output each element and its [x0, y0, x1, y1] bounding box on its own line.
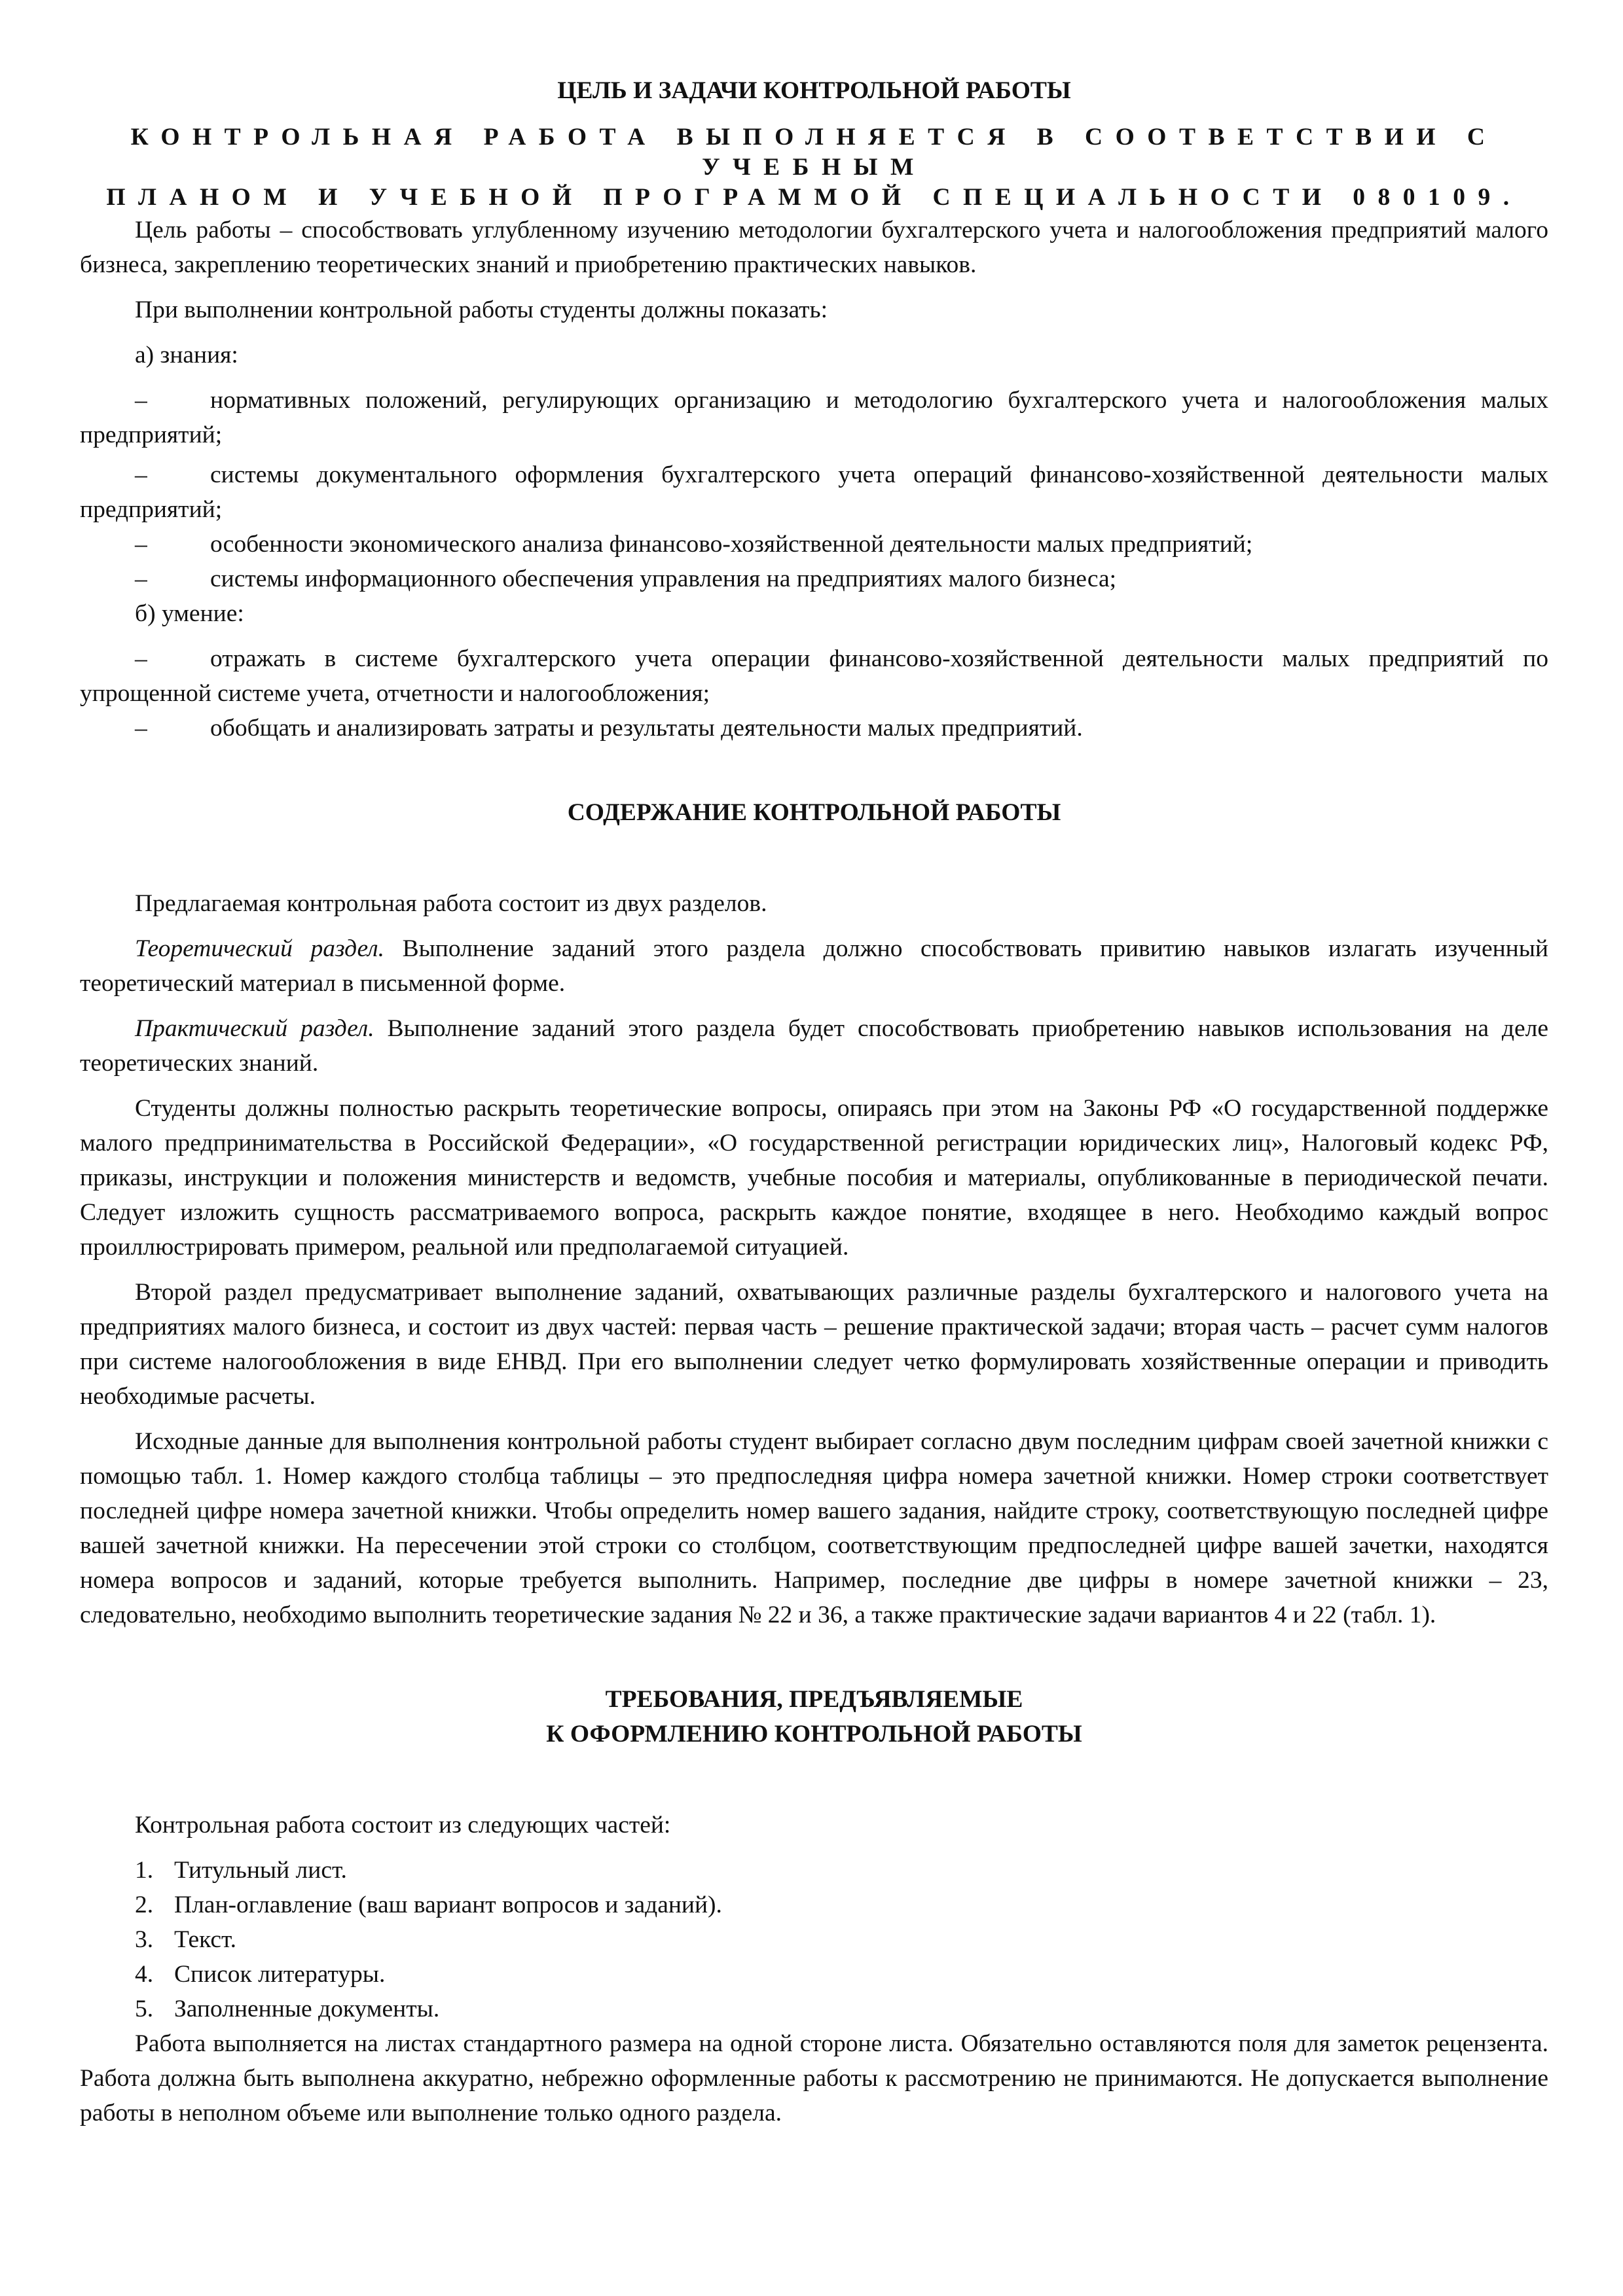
section-title-content: СОДЕРЖАНИЕ КОНТРОЛЬНОЙ РАБОТЫ	[567, 799, 1061, 826]
show-intro: При выполнении контрольной работы студенты должны показать:	[135, 296, 828, 323]
parts-list-item: 4. Список литературы.	[135, 1961, 386, 1988]
parts-list-item: 5. Заполненные документы.	[135, 1996, 440, 2022]
section-title-requirements-1: ТРЕБОВАНИЯ, ПРЕДЪЯВЛЯЕМЫЕ	[605, 1686, 1023, 1713]
dash-marker: –	[135, 715, 147, 742]
theory-paragraph: Теоретический раздел. Выполнение заданий этого раздела должно способствовать привитию навыков излагать изученный теоретический материал в письменной форме.	[80, 935, 1548, 997]
document-page	[80, 73, 1548, 2130]
parts-intro: Контрольная работа состоит из следующих частей:	[135, 1812, 671, 1839]
dash-marker: –	[135, 565, 147, 592]
knowledge-item: – особенности экономического анализа финансово-хозяйственной деятельности малых предприятий;	[80, 527, 1548, 562]
knowledge-label: а) знания:	[135, 342, 238, 368]
spaced-heading-line-1: КОНТРОЛЬНАЯ РАБОТА ВЫПОЛНЯЕТСЯ В СООТВЕТСТВИИ С УЧЕБНЫМ	[130, 124, 1498, 181]
dash-marker: –	[135, 461, 147, 488]
skill-item: – отражать в системе бухгалтерского учета операции финансово-хозяйственной деятельности малых предприятий по упрощенной системе учета, отчетности и налогообложения;	[80, 641, 1548, 711]
dash-marker: –	[135, 645, 147, 672]
students-paragraph: Студенты должны полностью раскрыть теоретические вопросы, опираясь при этом на Законы РФ «О государственной поддержке малого предпринимательства в Российской Федерации», «О государственной регистрации юридических лиц», Налоговый кодекс РФ, приказы, инструкции и положения министерств и ведомств, учебные пособия и материалы, опубликованные в периодической печати. Следует изложить сущность рассматриваемого вопроса, раскрыть каждое понятие, входящее в него. Необходимо каждый вопрос проиллюстрировать примером, реальной или предполагаемой ситуацией.	[80, 1095, 1548, 1261]
second-section-paragraph: Второй раздел предусматривает выполнение заданий, охватывающих различные разделы бухгалтерского и налогового учета на предприятиях малого бизнеса, и состоит из двух частей: первая часть – решение практической задачи; вторая часть – расчет сумм налогов при системе налогообложения в виде ЕНВД. При его выполнении следует четко формулировать хозяйственные операции и приводить необходимые расчеты.	[80, 1279, 1548, 1410]
practice-paragraph: Практический раздел. Выполнение заданий этого раздела будет способствовать приобретению навыков использования на деле теоретических знаний.	[80, 1015, 1548, 1077]
parts-list-item: 3. Текст.	[135, 1926, 236, 1953]
dash-marker: –	[135, 531, 147, 558]
content-intro: Предлагаемая контрольная работа состоит из двух разделов.	[135, 890, 767, 917]
section-title-goals: ЦЕЛЬ И ЗАДАЧИ КОНТРОЛЬНОЙ РАБОТЫ	[557, 77, 1071, 104]
dash-marker: –	[135, 387, 147, 414]
parts-list-item: 1. Титульный лист.	[135, 1857, 347, 1884]
knowledge-item: – системы документального оформления бухгалтерского учета операций финансово-хозяйственной деятельности малых предприятий;	[80, 457, 1548, 527]
spaced-heading-line-2: ПЛАНОМ И УЧЕБНОЙ ПРОГРАММОЙ СПЕЦИАЛЬНОСТИ 080109.	[106, 184, 1522, 211]
parts-list-item: 2. План-оглавление (ваш вариант вопросов и заданий).	[135, 1892, 722, 1918]
skill-label: б) умение:	[135, 600, 244, 627]
theory-label: Теоретический раздел.	[135, 935, 384, 962]
source-data-paragraph: Исходные данные для выполнения контрольной работы студент выбирает согласно двум последним цифрам своей зачетной книжки с помощью табл. 1. Номер каждого столбца таблицы – это предпоследняя цифра номера зачетной книжки. Номер строки соответствует последней цифре номера зачетной книжки. Чтобы определить номер вашего задания, найдите строку, соответствующую последней цифре вашей зачетной книжки. На пересечении этой строки со столбцом, соответствующим предпоследней цифре вашей зачетки, находятся номера вопросов и заданий, которые требуется выполнить. Например, последние две цифры в номере зачетной книжки – 23, следовательно, необходимо выполнить теоретические задания № 22 и 36, а также практические задачи вариантов 4 и 22 (табл. 1).	[80, 1428, 1548, 1628]
section-title-requirements-2: К ОФОРМЛЕНИЮ КОНТРОЛЬНОЙ РАБОТЫ	[546, 1721, 1082, 1748]
knowledge-item: – нормативных положений, регулирующих организацию и методологию бухгалтерского учета и налогообложения малых предприятий;	[80, 383, 1548, 452]
goal-paragraph: Цель работы – способствовать углубленному изучению методологии бухгалтерского учета и налогообложения предприятий малого бизнеса, закреплению теоретических знаний и приобретению практических навыков.	[80, 217, 1548, 278]
practice-label: Практический раздел.	[135, 1015, 374, 1042]
skill-item: – обобщать и анализировать затраты и результаты деятельности малых предприятий.	[80, 711, 1548, 745]
final-paragraph: Работа выполняется на листах стандартного размера на одной стороне листа. Обязательно оставляются поля для заметок рецензента. Работа должна быть выполнена аккуратно, небрежно оформленные работы к рассмотрению не принимаются. Не допускается выполнение работы в неполном объеме или выполнение только одного раздела.	[80, 2030, 1548, 2126]
knowledge-item: – системы информационного обеспечения управления на предприятиях малого бизнеса;	[80, 562, 1548, 596]
